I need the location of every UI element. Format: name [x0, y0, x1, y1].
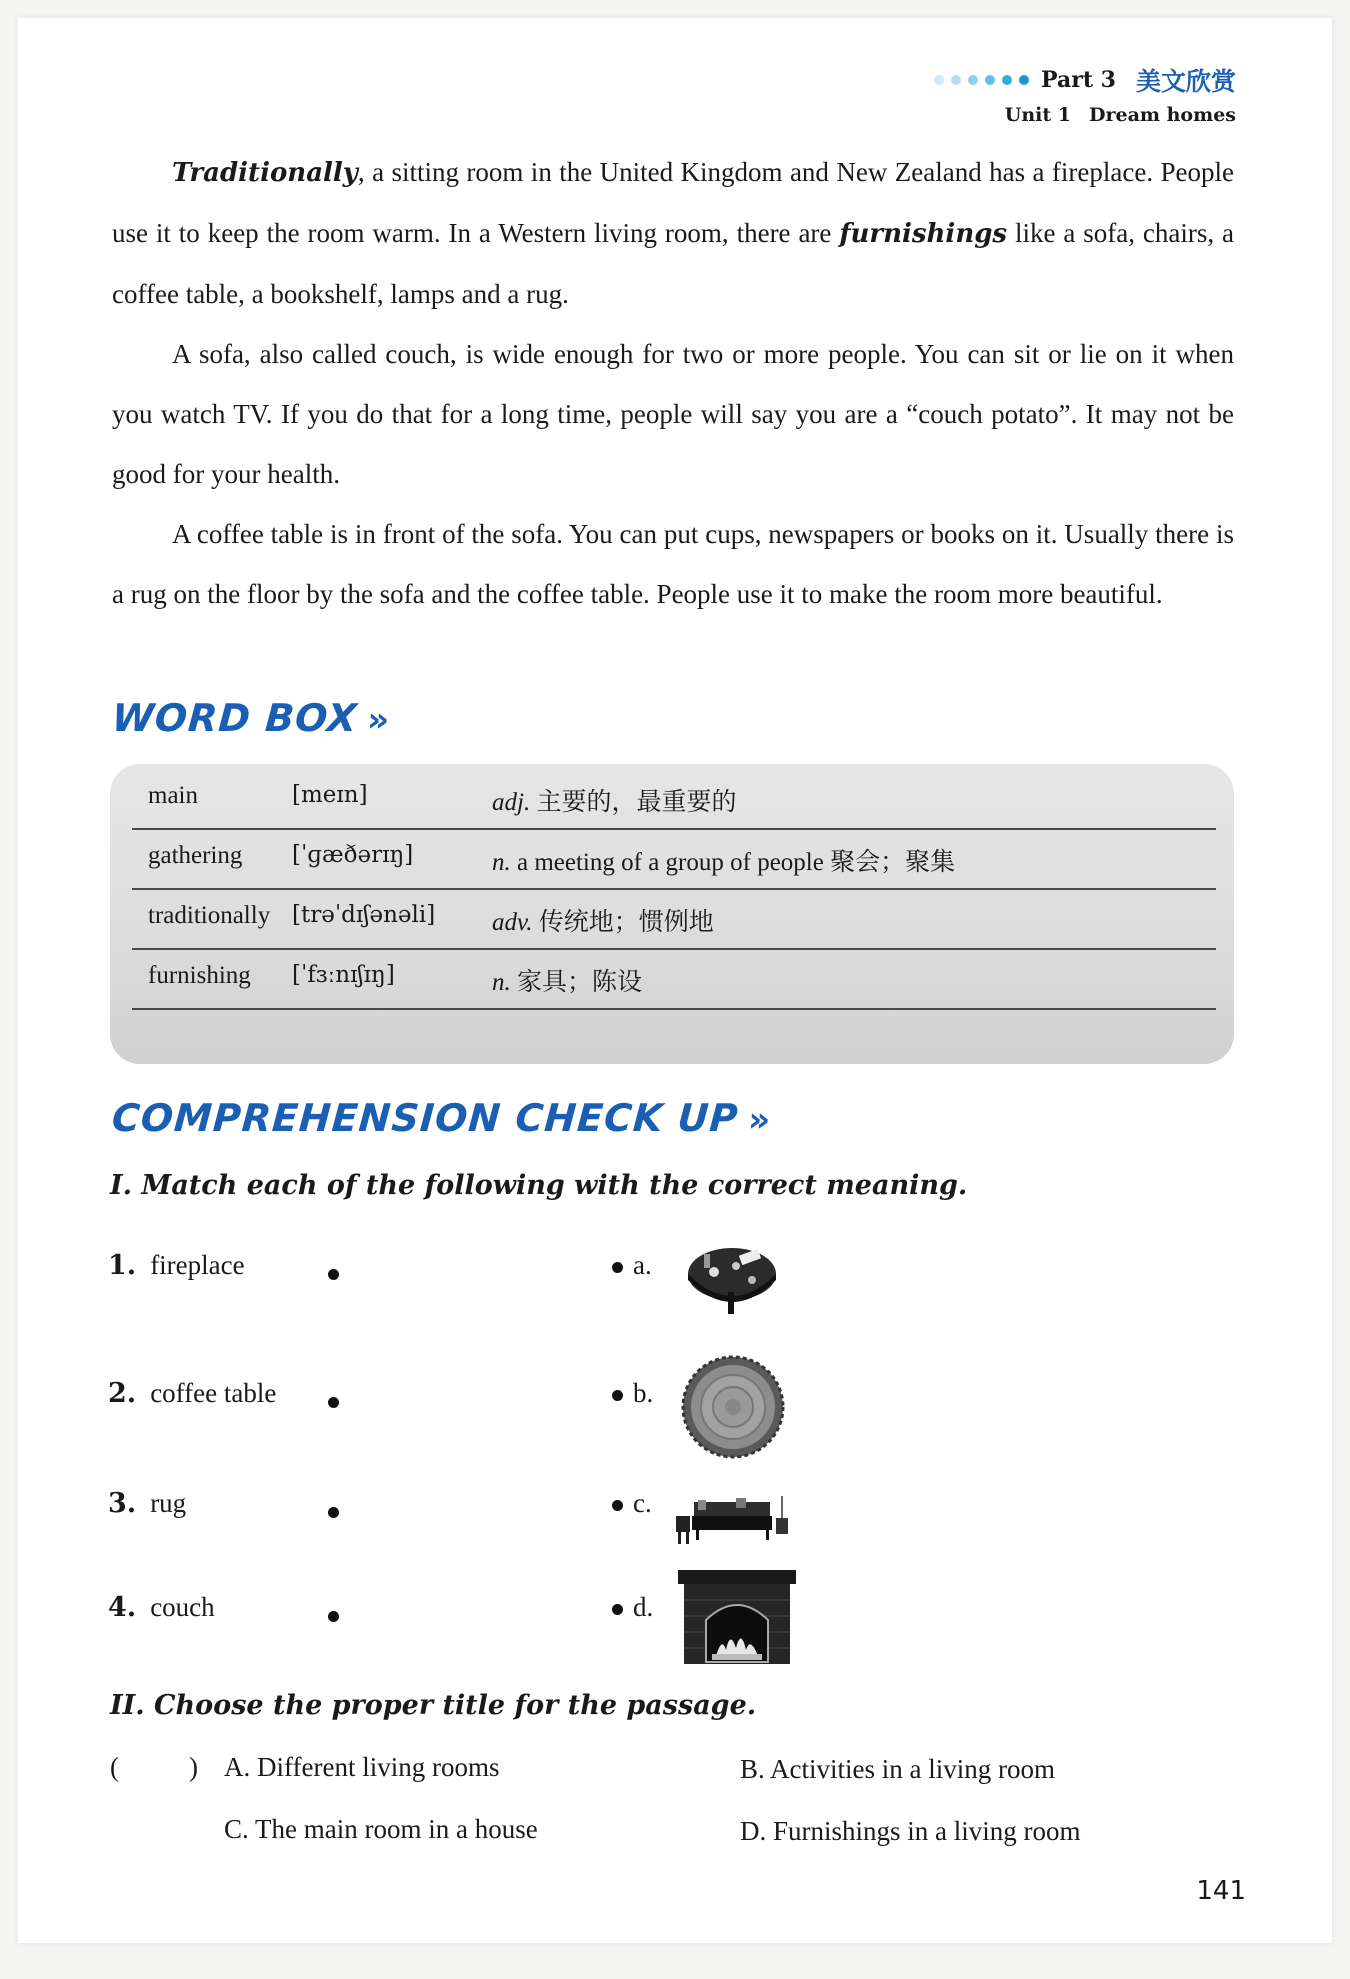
choice-b[interactable]: B. Activities in a living room [740, 1754, 1055, 1784]
option-label: b. [633, 1378, 654, 1408]
fireplace-icon [678, 1570, 796, 1664]
header-dot-5 [1002, 75, 1012, 85]
coffee-table-icon [674, 1232, 784, 1320]
paragraph-3: A coffee table is in front of the sofa. You can put cups, newspapers or books on it. Usually there is a rug on the floor by the sofa and the coffee table. People use it to make the room more beautiful. [112, 519, 1234, 609]
word-box [110, 764, 1234, 1064]
item-number: 4. [108, 1592, 137, 1623]
match-item-1 [108, 1250, 245, 1281]
option-label: a. [633, 1250, 652, 1280]
word-box-heading-text: WORD BOX [110, 696, 360, 740]
vocab-pos: adv. [492, 909, 533, 936]
match-item-2 [108, 1378, 276, 1409]
chevron-right-icon: » [746, 1100, 773, 1140]
match-item-3 [108, 1488, 186, 1519]
match-dot-right-a[interactable] [612, 1262, 623, 1273]
header-dots [934, 75, 1029, 85]
word-box-row [132, 828, 1216, 890]
option-c[interactable] [612, 1488, 652, 1519]
item-number: 3. [108, 1488, 137, 1519]
match-dot-right-b[interactable] [612, 1390, 623, 1401]
option-label: c. [633, 1488, 652, 1518]
page-number: 141 [1196, 1876, 1246, 1906]
vocab-definition [492, 842, 955, 878]
item-text: couch [150, 1592, 215, 1622]
header-dot-4 [985, 75, 995, 85]
section-title-cn: 美文欣赏 [1135, 67, 1236, 96]
header-dot-6 [1019, 75, 1029, 85]
header-dot-1 [934, 75, 944, 85]
word-box-row [132, 888, 1216, 950]
vocab-pos: n. [492, 849, 511, 876]
vocab-word: gathering [148, 842, 243, 869]
paragraph-1-text-a: , a sitting room in the United Kingdom and New Zealand has a fireplace. People use it to keep the room warm. In a Western living room, there are [112, 157, 1234, 248]
header-dot-3 [968, 75, 978, 85]
vocab-phonetic: [ˈɡæðərɪŋ] [292, 842, 414, 868]
item-text: rug [150, 1488, 187, 1518]
match-dot-left-3[interactable] [328, 1507, 339, 1518]
rug-icon [678, 1352, 788, 1462]
match-dot-left-2[interactable] [328, 1397, 339, 1408]
choice-a[interactable]: A. Different living rooms [224, 1752, 500, 1782]
item-text: coffee table [150, 1378, 277, 1408]
match-item-4 [108, 1592, 215, 1623]
paragraph-2: A sofa, also called couch, is wide enough for two or more people. You can sit or lie on it when you watch TV. If you do that for a long time, people will say you are a “couch potato”. It may not be good for your health. [112, 339, 1234, 489]
chevron-right-icon: » [365, 700, 392, 740]
part2-instruction: II. Choose the proper title for the passage. [110, 1690, 757, 1721]
bracket-open: ( [110, 1752, 119, 1782]
option-d[interactable] [612, 1592, 653, 1623]
option-a[interactable] [612, 1250, 652, 1281]
couch-icon [676, 1492, 790, 1550]
match-dot-right-c[interactable] [612, 1500, 623, 1511]
page-header [934, 62, 1236, 126]
paragraph-1 [112, 142, 1234, 324]
vocab-definition [492, 902, 714, 938]
comprehension-heading [110, 1096, 772, 1140]
item-text: fireplace [150, 1250, 245, 1280]
comprehension-heading-text: COMPREHENSION CHECK UP [110, 1096, 740, 1140]
unit-label: Unit 1 [1004, 104, 1072, 126]
bracket-close: ) [189, 1752, 198, 1782]
answer-bracket[interactable] [110, 1752, 198, 1783]
part-label: Part 3 [1041, 67, 1116, 93]
keyword-traditionally: Traditionally [172, 158, 358, 188]
item-number: 1. [108, 1250, 137, 1281]
item-number: 2. [108, 1378, 137, 1409]
match-dot-left-1[interactable] [328, 1269, 339, 1280]
option-b[interactable] [612, 1378, 653, 1409]
header-dot-2 [951, 75, 961, 85]
choice-d[interactable]: D. Furnishings in a living room [740, 1816, 1081, 1846]
word-box-row [132, 768, 1216, 830]
vocab-meaning: 传统地；惯例地 [538, 909, 714, 936]
vocab-pos: n. [492, 969, 511, 996]
choice-c[interactable]: C. The main room in a house [224, 1814, 538, 1844]
vocab-meaning: 主要的，最重要的 [536, 789, 737, 816]
vocab-pos: adj. [492, 789, 531, 816]
vocab-definition [492, 782, 736, 818]
vocab-phonetic: [trəˈdɪʃənəli] [292, 902, 436, 928]
option-label: d. [633, 1592, 654, 1622]
word-box-row [132, 948, 1216, 1010]
paragraph-1-text-b: like a sofa, chairs, a coffee table, a bookshelf, lamps and a rug. [112, 218, 1234, 309]
vocab-meaning: a meeting of a group of people 聚会；聚集 [517, 849, 956, 876]
unit-title: Dream homes [1089, 104, 1236, 126]
vocab-word: furnishing [148, 962, 251, 989]
vocab-phonetic: [ˈfɜːnɪʃɪŋ] [292, 962, 395, 988]
keyword-furnishings: furnishings [839, 219, 1008, 249]
part1-instruction: I. Match each of the following with the correct meaning. [110, 1170, 968, 1201]
vocab-word: traditionally [148, 902, 271, 929]
vocab-definition [492, 962, 642, 998]
word-box-heading [110, 696, 392, 740]
match-dot-right-d[interactable] [612, 1604, 623, 1615]
vocab-meaning: 家具；陈设 [517, 969, 643, 996]
reading-passage [112, 142, 1234, 624]
vocab-phonetic: [meɪn] [292, 782, 368, 808]
match-dot-left-4[interactable] [328, 1611, 339, 1622]
textbook-page [18, 18, 1332, 1943]
vocab-word: main [148, 782, 198, 809]
